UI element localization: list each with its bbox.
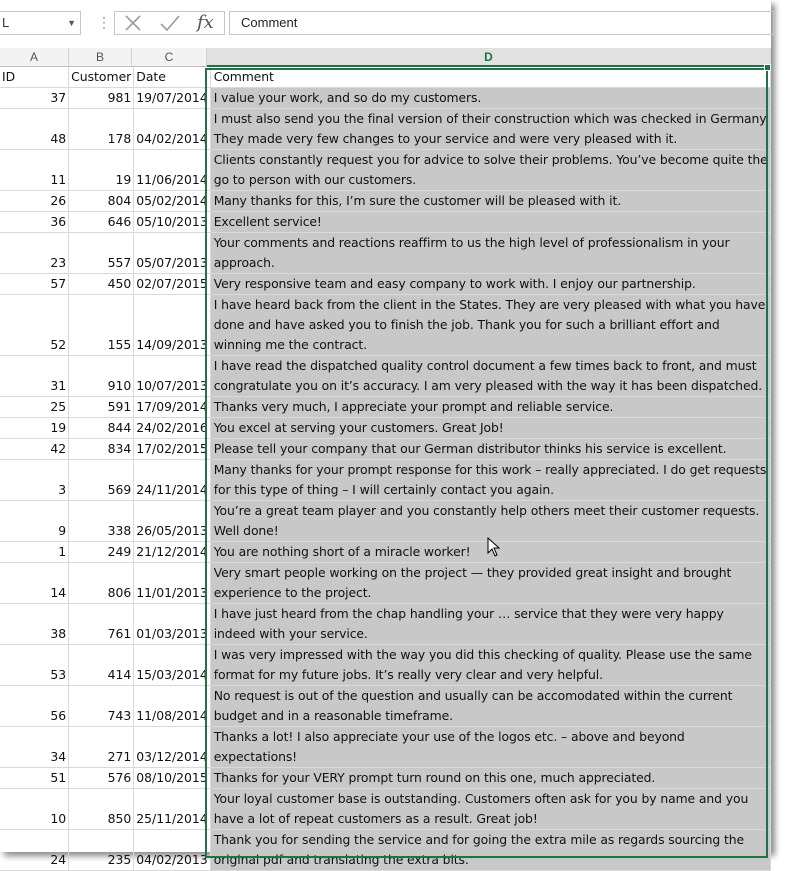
cell-date[interactable]: 04/02/2014 bbox=[134, 109, 210, 150]
cell-date[interactable]: 24/02/2016 bbox=[134, 418, 210, 439]
check-icon[interactable] bbox=[159, 12, 181, 40]
cell-date[interactable]: 17/09/2014 bbox=[134, 397, 210, 418]
cell-date[interactable]: 14/09/2013 bbox=[134, 295, 210, 356]
cell-comment[interactable]: I was very impressed with the way you did this checking of quality. Please use the same format for my future jobs. It’s really very clear and very helpful. bbox=[210, 645, 770, 686]
cell-comment[interactable]: You excel at serving your customers. Great Job! bbox=[210, 418, 770, 439]
cell-id[interactable]: 31 bbox=[0, 356, 69, 397]
cell-customer[interactable]: 249 bbox=[69, 542, 134, 563]
cell-id[interactable]: 3 bbox=[0, 460, 69, 501]
table-row bbox=[0, 109, 771, 150]
cell-comment[interactable]: Very smart people working on the project — they provided great insight and brought experience to the project. bbox=[210, 563, 770, 604]
cell-id[interactable]: 56 bbox=[0, 686, 69, 727]
cell-id[interactable]: 37 bbox=[0, 88, 69, 109]
table-row bbox=[0, 439, 771, 460]
cell-date[interactable]: 24/11/2014 bbox=[134, 460, 210, 501]
cell-comment[interactable]: Your loyal customer base is outstanding. Customers often ask for you by name and you have a lot of repeat customers as a result. Great job! bbox=[210, 789, 770, 830]
cell-comment[interactable]: I value your work, and so do my customers. bbox=[210, 88, 770, 109]
table-row bbox=[0, 150, 771, 191]
header-cell-customer[interactable]: Customer bbox=[69, 67, 134, 88]
cell-comment[interactable]: Clients constantly request you for advice to solve their problems. You’ve become quite the go to person with our customers. bbox=[210, 150, 770, 191]
cell-id[interactable]: 25 bbox=[0, 397, 69, 418]
cell-comment[interactable]: Please tell your company that our German distributor thinks his service is excellent. bbox=[210, 439, 770, 460]
cell-date[interactable]: 11/01/2013 bbox=[134, 563, 210, 604]
table-row bbox=[0, 191, 771, 212]
table-row bbox=[0, 460, 771, 501]
mouse-pointer-icon bbox=[487, 537, 501, 558]
cell-date[interactable]: 03/12/2014 bbox=[134, 727, 210, 768]
cell-comment[interactable]: Thanks very much, I appreciate your prompt and reliable service. bbox=[210, 397, 770, 418]
formula-input[interactable]: Comment bbox=[229, 11, 774, 35]
table-row bbox=[0, 397, 771, 418]
column-header-c[interactable]: C bbox=[132, 48, 207, 66]
cell-id[interactable]: 19 bbox=[0, 418, 69, 439]
cell-customer[interactable]: 910 bbox=[69, 356, 134, 397]
cell-comment[interactable]: You are nothing short of a miracle worker! bbox=[210, 542, 770, 563]
cell-customer[interactable]: 981 bbox=[69, 88, 134, 109]
column-header-d[interactable]: D bbox=[207, 48, 771, 67]
cell-date[interactable]: 11/06/2014 bbox=[134, 150, 210, 191]
cell-id[interactable]: 52 bbox=[0, 295, 69, 356]
close-icon[interactable] bbox=[124, 12, 142, 40]
cell-id[interactable]: 24 bbox=[0, 830, 69, 871]
more-options-icon[interactable]: ⋮ bbox=[97, 14, 111, 30]
cell-customer[interactable]: 450 bbox=[69, 274, 134, 295]
cell-id[interactable]: 26 bbox=[0, 191, 69, 212]
cell-date[interactable]: 11/08/2014 bbox=[134, 686, 210, 727]
table-row bbox=[0, 686, 771, 727]
insert-function-icon[interactable]: fx bbox=[197, 12, 214, 33]
header-cell-id[interactable]: ID bbox=[0, 67, 69, 88]
cell-comment[interactable]: I must also send you the final version of their construction which was checked in Germany. They made very few changes to your service and were very pleased with it. bbox=[210, 109, 770, 150]
fill-handle[interactable] bbox=[764, 64, 771, 71]
cell-customer[interactable]: 235 bbox=[69, 830, 134, 871]
chevron-down-icon[interactable]: ▼ bbox=[67, 18, 76, 28]
cell-customer[interactable]: 557 bbox=[69, 233, 134, 274]
cell-comment[interactable]: I have heard back from the client in the States. They are very pleased with what you have done and have asked you to finish the job. Thank you for such a brilliant effort and winning me the contract. bbox=[210, 295, 770, 356]
cell-id[interactable]: 14 bbox=[0, 563, 69, 604]
table-row bbox=[0, 542, 771, 563]
table-row bbox=[0, 727, 771, 768]
cell-date[interactable]: 05/07/2013 bbox=[134, 233, 210, 274]
formula-bar bbox=[0, 0, 771, 46]
cell-id[interactable]: 1 bbox=[0, 542, 69, 563]
cell-date[interactable]: 05/10/2013 bbox=[134, 212, 210, 233]
cell-customer[interactable]: 834 bbox=[69, 439, 134, 460]
cell-comment[interactable]: I have just heard from the chap handling your … service that they were very happy indeed with your service. bbox=[210, 604, 770, 645]
cell-customer[interactable]: 19 bbox=[69, 150, 134, 191]
cell-comment[interactable]: Thank you for sending the service and for going the extra mile as regards sourcing the original pdf and translating the extra bits. bbox=[210, 830, 770, 871]
cell-date[interactable]: 26/05/2013 bbox=[134, 501, 210, 542]
table-row bbox=[0, 88, 771, 109]
cell-customer[interactable]: 155 bbox=[69, 295, 134, 356]
header-cell-comment[interactable]: Comment bbox=[210, 67, 770, 88]
cell-comment[interactable]: Your comments and reactions reaffirm to us the high level of professionalism in your approach. bbox=[210, 233, 770, 274]
table-row bbox=[0, 830, 771, 871]
cell-comment[interactable]: Thanks a lot! I also appreciate your use of the logos etc. – above and beyond expectations! bbox=[210, 727, 770, 768]
cell-date[interactable]: 15/03/2014 bbox=[134, 645, 210, 686]
cell-customer[interactable]: 178 bbox=[69, 109, 134, 150]
cell-customer[interactable]: 850 bbox=[69, 789, 134, 830]
cell-grid bbox=[0, 67, 771, 867]
table-row bbox=[0, 295, 771, 356]
cell-customer[interactable]: 591 bbox=[69, 397, 134, 418]
cell-date[interactable]: 04/02/2013 bbox=[134, 830, 210, 871]
cell-comment[interactable]: I have read the dispatched quality control document a few times back to front, and must congratulate you on it’s accuracy. I am very pleased with the way it has been dispatched. bbox=[210, 356, 770, 397]
table-row bbox=[0, 233, 771, 274]
cell-customer[interactable]: 646 bbox=[69, 212, 134, 233]
header-row bbox=[0, 67, 771, 88]
cell-date[interactable]: 19/07/2014 bbox=[134, 88, 210, 109]
table-row bbox=[0, 501, 771, 542]
cell-comment[interactable]: Thanks for your VERY prompt turn round on this one, much appreciated. bbox=[210, 768, 770, 789]
table-row bbox=[0, 212, 771, 233]
cell-comment[interactable]: No request is out of the question and usually can be accomodated within the current budget and in a reasonable timeframe. bbox=[210, 686, 770, 727]
cell-date[interactable]: 02/07/2015 bbox=[134, 274, 210, 295]
cell-customer[interactable]: 761 bbox=[69, 604, 134, 645]
data-table bbox=[0, 67, 771, 871]
table-row bbox=[0, 604, 771, 645]
cell-date[interactable]: 21/12/2014 bbox=[134, 542, 210, 563]
cell-id[interactable]: 53 bbox=[0, 645, 69, 686]
cell-customer[interactable]: 806 bbox=[69, 563, 134, 604]
cell-date[interactable]: 08/10/2015 bbox=[134, 768, 210, 789]
cell-date[interactable]: 05/02/2014 bbox=[134, 191, 210, 212]
table-row bbox=[0, 768, 771, 789]
cell-customer[interactable]: 743 bbox=[69, 686, 134, 727]
cell-id[interactable]: 48 bbox=[0, 109, 69, 150]
cell-comment[interactable]: Many thanks for your prompt response for this work – really appreciated. I do get requests for this type of thing – I will certainly contact you again. bbox=[210, 460, 770, 501]
cell-comment[interactable]: Excellent service! bbox=[210, 212, 770, 233]
column-header-a[interactable]: A bbox=[0, 48, 69, 66]
cell-id[interactable]: 57 bbox=[0, 274, 69, 295]
header-cell-date[interactable]: Date bbox=[134, 67, 210, 88]
cell-comment[interactable]: You’re a great team player and you constantly help others meet their customer requests. Well done! bbox=[210, 501, 770, 542]
table-row bbox=[0, 645, 771, 686]
cell-customer[interactable]: 271 bbox=[69, 727, 134, 768]
column-headers bbox=[0, 48, 771, 67]
cell-comment[interactable]: Very responsive team and easy company to work with. I enjoy our partnership. bbox=[210, 274, 770, 295]
table-row bbox=[0, 418, 771, 439]
cell-id[interactable]: 11 bbox=[0, 150, 69, 191]
cell-id[interactable]: 9 bbox=[0, 501, 69, 542]
cell-id[interactable]: 36 bbox=[0, 212, 69, 233]
cell-id[interactable]: 42 bbox=[0, 439, 69, 460]
cell-date[interactable]: 01/03/2013 bbox=[134, 604, 210, 645]
table-row bbox=[0, 563, 771, 604]
cell-customer[interactable]: 338 bbox=[69, 501, 134, 542]
formula-buttons bbox=[114, 11, 225, 35]
cell-customer[interactable]: 804 bbox=[69, 191, 134, 212]
cell-date[interactable]: 10/07/2013 bbox=[134, 356, 210, 397]
cell-id[interactable]: 23 bbox=[0, 233, 69, 274]
table-row bbox=[0, 789, 771, 830]
cell-customer[interactable]: 414 bbox=[69, 645, 134, 686]
name-box[interactable] bbox=[0, 11, 81, 35]
name-box-value: L bbox=[2, 15, 10, 30]
cell-id[interactable]: 10 bbox=[0, 789, 69, 830]
table-row bbox=[0, 356, 771, 397]
cell-customer[interactable]: 569 bbox=[69, 460, 134, 501]
cell-id[interactable]: 51 bbox=[0, 768, 69, 789]
cell-customer[interactable]: 576 bbox=[69, 768, 134, 789]
column-header-b[interactable]: B bbox=[69, 48, 132, 66]
cell-id[interactable]: 34 bbox=[0, 727, 69, 768]
cell-date[interactable]: 25/11/2014 bbox=[134, 789, 210, 830]
cell-date[interactable]: 17/02/2015 bbox=[134, 439, 210, 460]
cell-id[interactable]: 38 bbox=[0, 604, 69, 645]
table-row bbox=[0, 274, 771, 295]
cell-customer[interactable]: 844 bbox=[69, 418, 134, 439]
cell-comment[interactable]: Many thanks for this, I’m sure the customer will be pleased with it. bbox=[210, 191, 770, 212]
